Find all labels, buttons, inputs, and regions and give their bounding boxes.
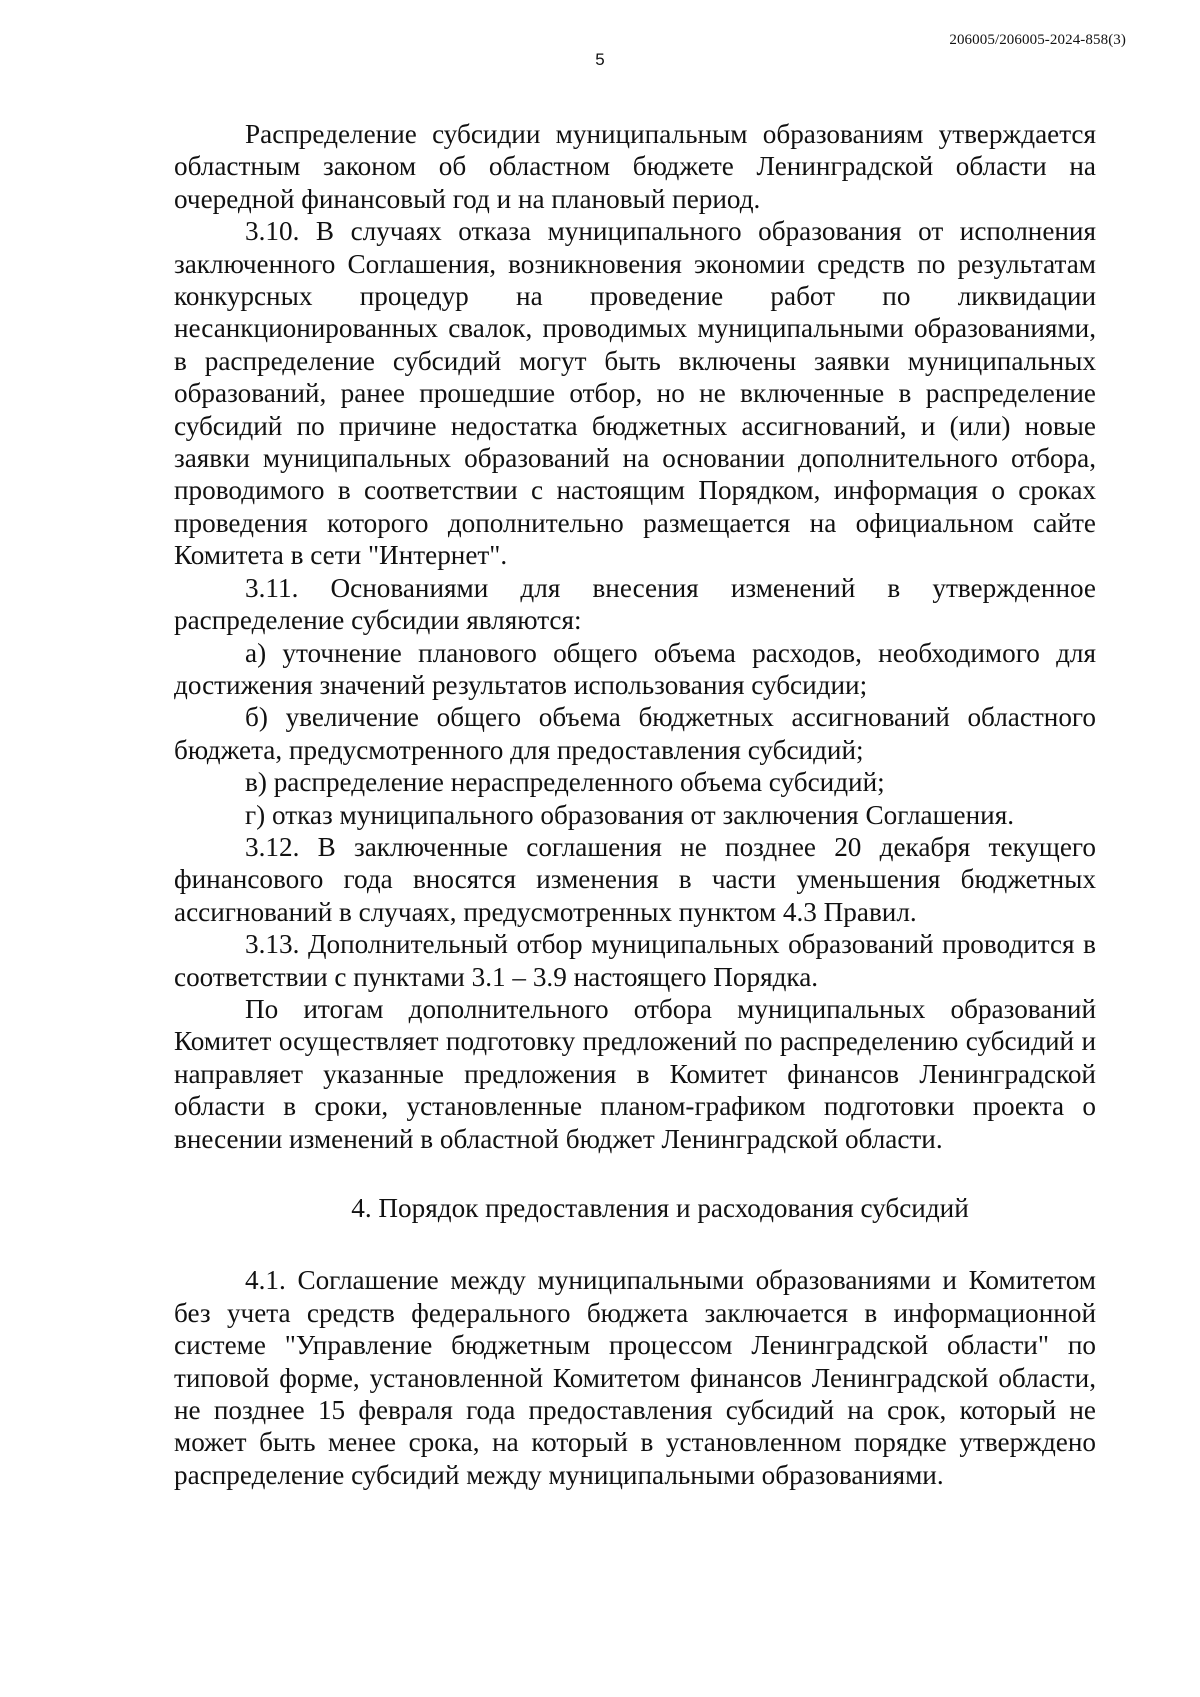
document-body (174, 118, 1096, 1491)
paragraph-4-1: 4.1. Соглашение между муниципальными образованиями и Комитетом без учета средств федерального бюджета заключается в информационной системе "Управление бюджетным процессом Ленинградской области" по типовой форме, установленной Комитетом финансов Ленинградской области, не позднее 15 февраля года предоставления субсидий на срок, который не может быть менее срока, на который в установленном порядке утверждено распределение субсидий между муниципальными образованиями. (174, 1265, 1096, 1490)
paragraph-3-11: 3.11. Основаниями для внесения изменений в утвержденное распределение субсидии являются: (174, 572, 1096, 636)
list-item-v: в) распределение нераспределенного объема субсидий; (245, 767, 885, 798)
list-item-g: г) отказ муниципального образования от заключения Соглашения. (245, 799, 1015, 830)
paragraph-distribution-law: Распределение субсидии муниципальным образованиям утверждается областным законом об областном бюджете Ленинградской области на очередной финансовый год и на плановый период. (174, 119, 1096, 214)
section-heading-4: 4. Порядок предоставления и расходования субсидий (351, 1193, 969, 1223)
paragraph-3-12: 3.12. В заключенные соглашения не позднее 20 декабря текущего финансового года вносятся изменения в части уменьшения бюджетных ассигнований в случаях, предусмотренных пунктом 4.3 Правил. (174, 831, 1096, 927)
document-id: 206005/206005-2024-858(3) (949, 32, 1126, 48)
paragraph-3-10: 3.10. В случаях отказа муниципального образования от исполнения заключенного Соглашения, возникновения экономии средств по результатам конкурсных процедур на проведение работ по ликвидации несанкционированных свалок, проводимых муниципальными образованиями, в распределение субсидий могут быть включены заявки муниципальных образований, ранее прошедшие отбор, но не включенные в распределение субсидий по причине недостатка бюджетных ассигнований, и (или) новые заявки муниципальных образований на основании дополнительного отбора, проводимого в соответствии с настоящим Порядком, информация о сроках проведения которого дополнительно размещается на официальном сайте Комитета в сети "Интернет". (174, 216, 1096, 571)
paragraph-3-13: 3.13. Дополнительный отбор муниципальных образований проводится в соответствии с пунктами 3.1 – 3.9 настоящего Порядка. (174, 929, 1096, 992)
list-item-a: а) уточнение планового общего объема расходов, необходимого для достижения значений результатов использования субсидии; (174, 637, 1096, 700)
paragraph-additional-selection-results: По итогам дополнительного отбора муниципальных образований Комитет осуществляет подготовку предложений по распределению субсидий и направляет указанные предложения в Комитет финансов Ленинградской области в сроки, установленные планом-графиком подготовки проекта о внесении изменений в областной бюджет Ленинградской области. (174, 993, 1096, 1154)
page-number: 5 (595, 50, 605, 69)
list-item-b: б) увеличение общего объема бюджетных ассигнований областного бюджета, предусмотренного для предоставления субсидий; (174, 702, 1096, 765)
